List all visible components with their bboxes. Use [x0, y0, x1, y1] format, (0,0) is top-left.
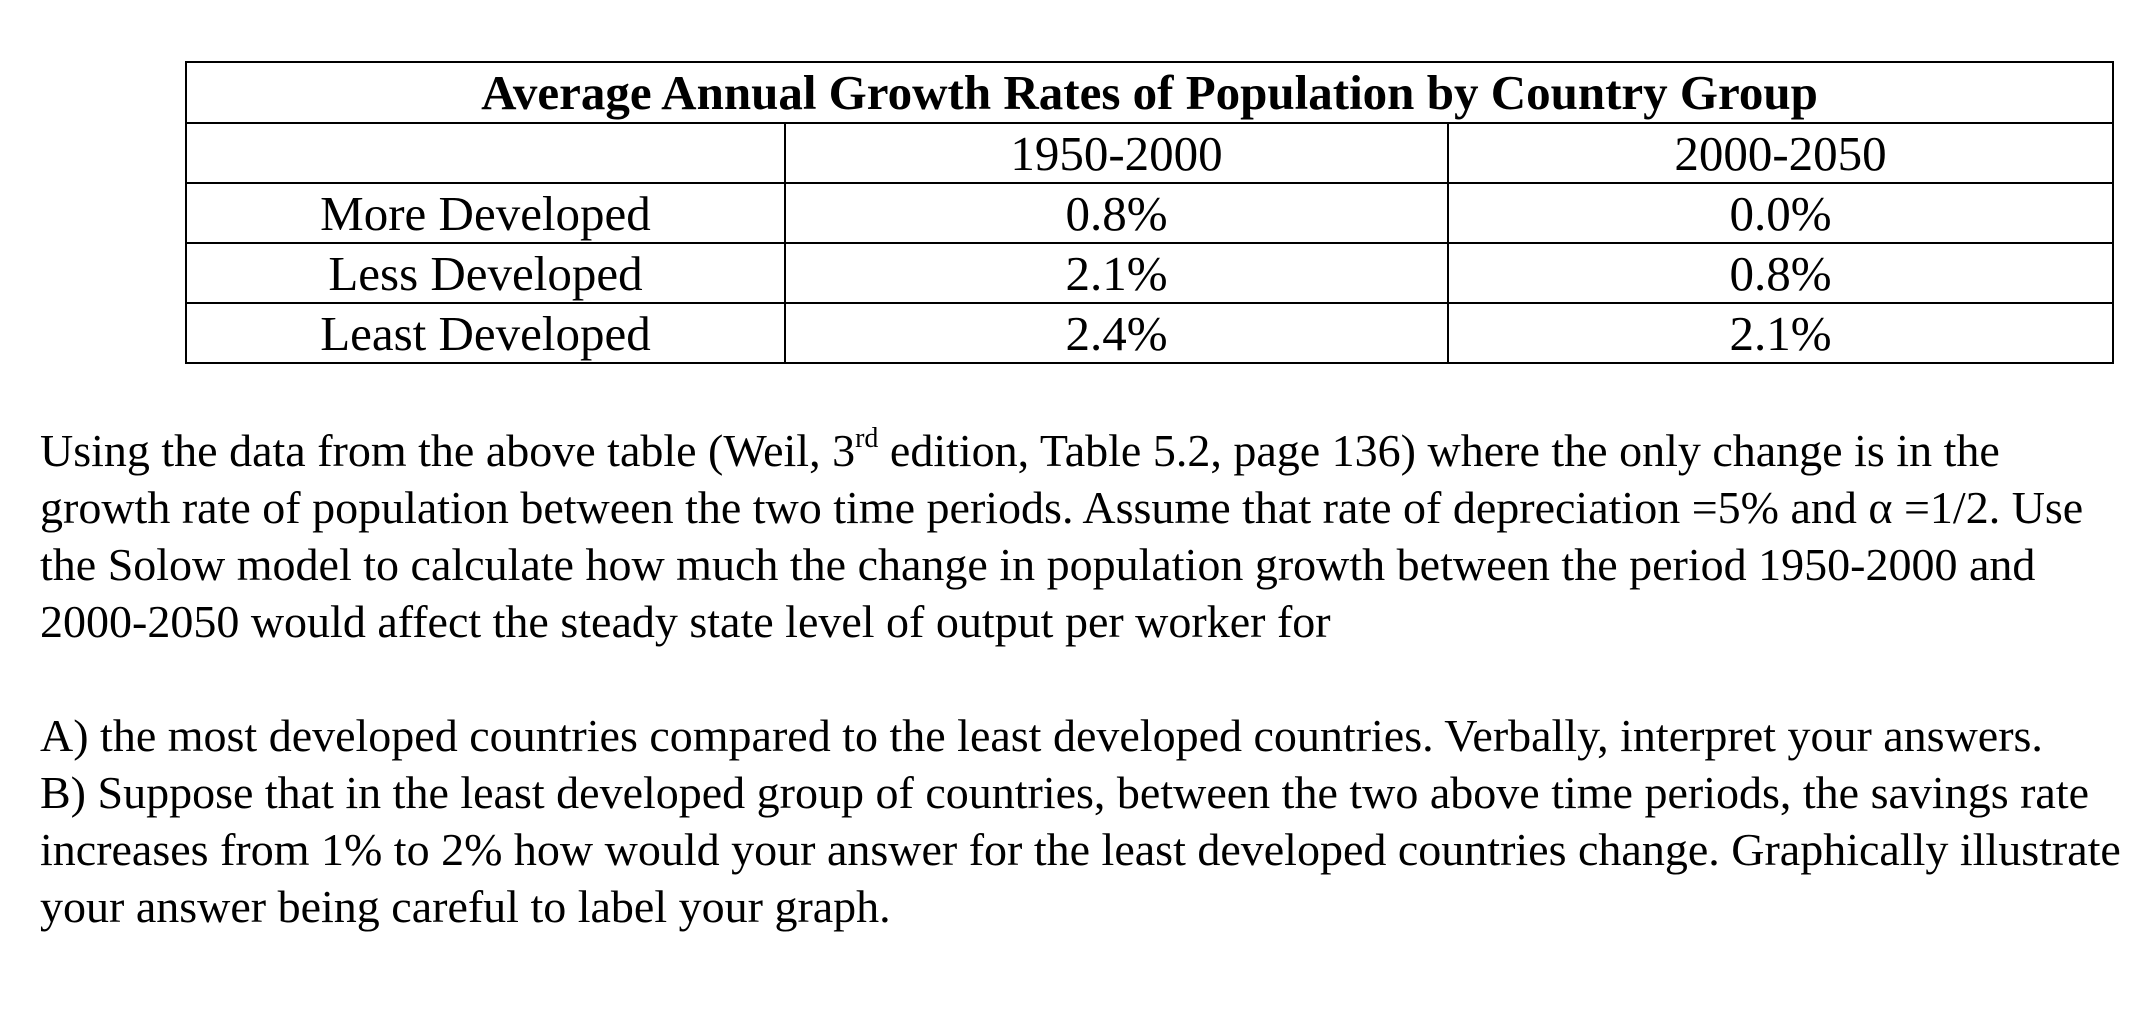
question-part-a: A) the most developed countries compared to the least developed countries. Verbally, interpret your answers.	[40, 710, 2043, 761]
table-row	[186, 303, 2113, 363]
table-title: Average Annual Growth Rates of Population by Country Group	[186, 62, 2113, 123]
table-cell: 0.0%	[1448, 183, 2113, 243]
table-cell: 0.8%	[1448, 243, 2113, 303]
table-cell: 2.4%	[785, 303, 1448, 363]
ordinal-superscript: rd	[855, 423, 879, 454]
table-cell: 0.8%	[785, 183, 1448, 243]
header-period-2000-2050: 2000-2050	[1448, 123, 2113, 183]
intro-text-start: Using the data from the above table (Weil, 3	[40, 425, 856, 476]
question-intro	[40, 422, 2140, 650]
header-period-1950-2000: 1950-2000	[785, 123, 1448, 183]
question-part-b: B) Suppose that in the least developed group of countries, between the two above time periods, the savings rate increases from 1% to 2% how would your answer for the least developed countries change. Graphically illustrate your answer being careful to label your graph.	[40, 767, 2121, 932]
row-label: Least Developed	[186, 303, 785, 363]
table-title-row	[186, 62, 2113, 123]
row-label: More Developed	[186, 183, 785, 243]
population-growth-table	[185, 61, 2114, 364]
intro-text-end: edition, Table 5.2, page 136) where the only change is in the growth rate of population between the two time periods. Assume that rate of depreciation =5% and α =1/2. Use the Solow model to calculate how much the change in population growth between the period 1950-2000 and 2000-2050 would affect the steady state level of output per worker for	[40, 425, 2084, 647]
header-empty-cell	[186, 123, 785, 183]
table-cell: 2.1%	[1448, 303, 2113, 363]
row-label: Less Developed	[186, 243, 785, 303]
table-row	[186, 243, 2113, 303]
table-row	[186, 183, 2113, 243]
question-text	[40, 422, 2140, 935]
table-cell: 2.1%	[785, 243, 1448, 303]
table-header-row	[186, 123, 2113, 183]
paragraph-gap	[40, 650, 2140, 707]
